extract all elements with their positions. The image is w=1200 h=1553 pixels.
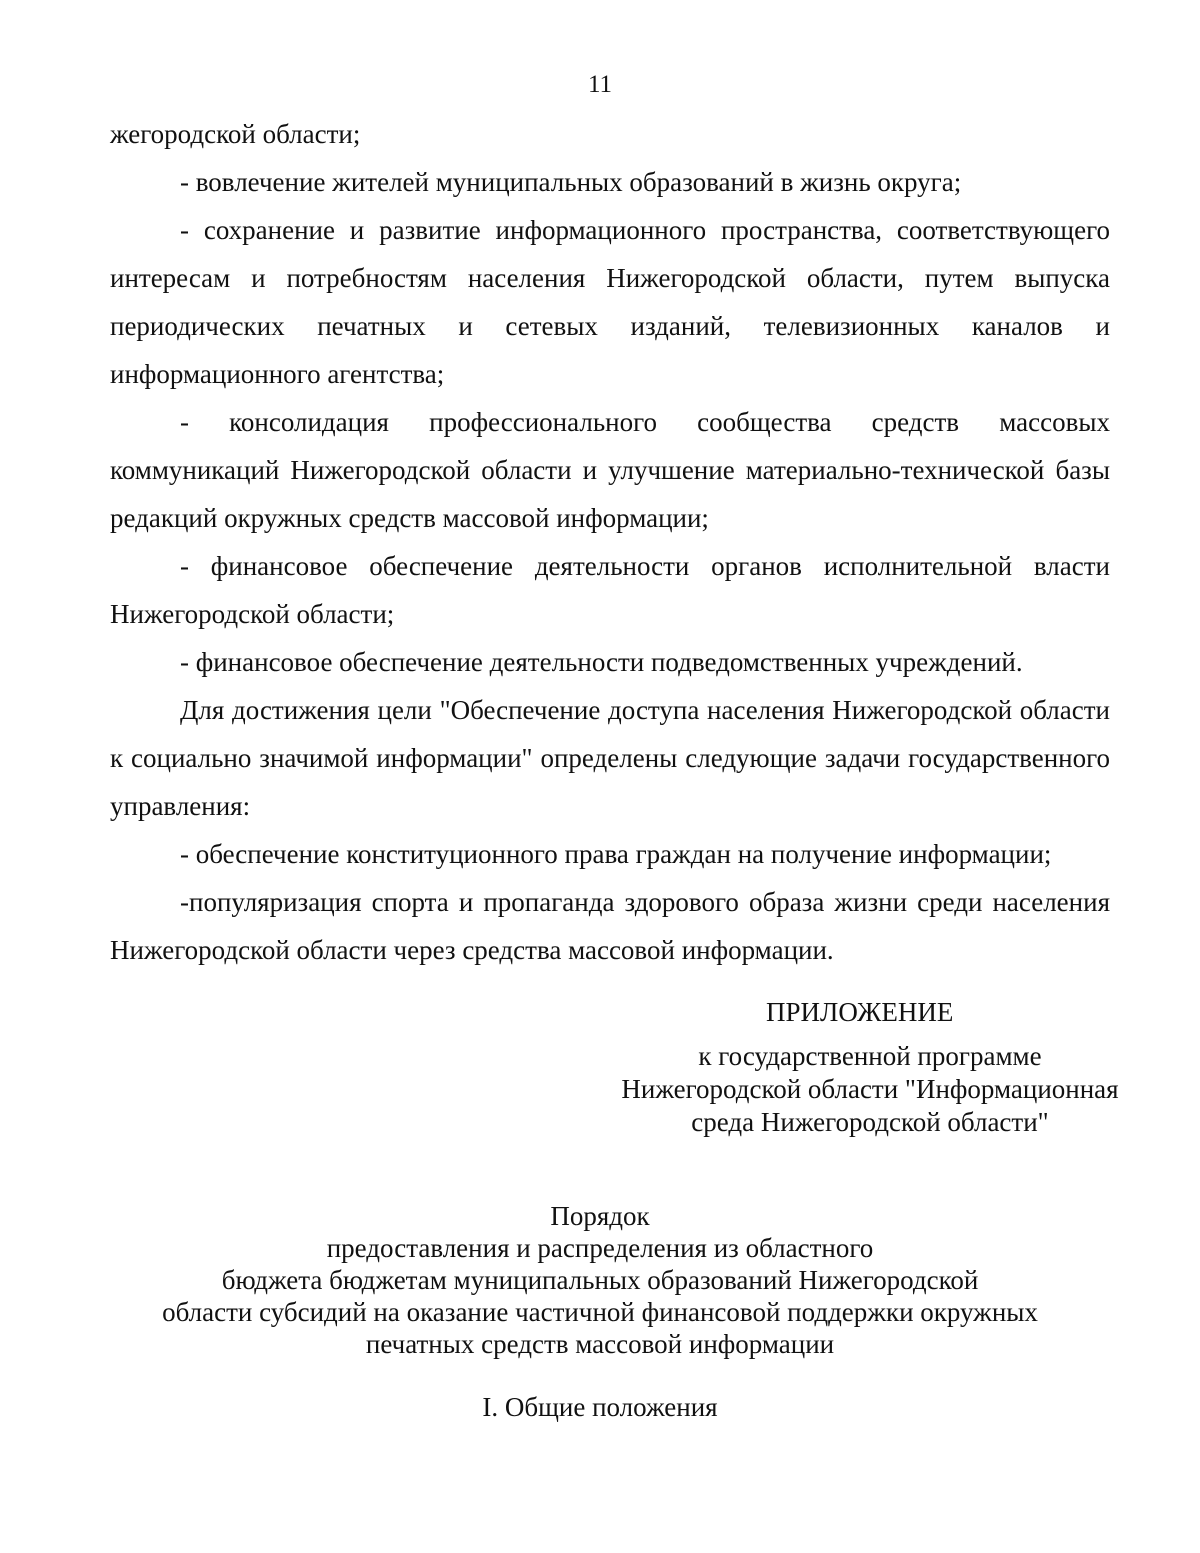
- order-heading: Порядок: [550, 1201, 650, 1231]
- appendix-line: среда Нижегородской области": [691, 1107, 1049, 1137]
- paragraph-item: - финансовое обеспечение деятельности подведомственных учреждений.: [180, 647, 1023, 677]
- order-title-line: бюджета бюджетам муниципальных образований Нижегородской: [221, 1265, 979, 1295]
- paragraph-item: - финансовое обеспечение деятельности органов исполнительной власти Нижегородской области;: [110, 551, 1110, 629]
- paragraph-item: - консолидация профессионального сообщества средств массовых коммуникаций Нижегородской области и улучшение материально-технической базы редакций окружных средств массовой информации;: [110, 407, 1110, 533]
- paragraph-item: - обеспечение конституционного права граждан на получение информации;: [180, 839, 1052, 869]
- paragraph-continued: жегородской области;: [110, 119, 361, 149]
- paragraph-item: - вовлечение жителей муниципальных образований в жизнь округа;: [180, 167, 962, 197]
- body-text: [110, 110, 1110, 974]
- section-title: I. Общие положения: [482, 1392, 718, 1422]
- paragraph-goal: Для достижения цели "Обеспечение доступа населения Нижегородской области к социально значимой информации" определены следующие задачи государственного управления:: [110, 695, 1110, 821]
- appendix-line: к государственной программе: [698, 1041, 1042, 1071]
- appendix-title: ПРИЛОЖЕНИЕ: [766, 997, 954, 1027]
- paragraph-item: -популяризация спорта и пропаганда здорового образа жизни среди населения Нижегородской области через средства массовой информации.: [110, 887, 1110, 965]
- order-title-line: печатных средств массовой информации: [365, 1329, 835, 1359]
- appendix-line: Нижегородской области "Информационная: [621, 1074, 1119, 1104]
- paragraph-item: - сохранение и развитие информационного пространства, соответствующего интересам и потребностям населения Нижегородской области, путем выпуска периодических печатных и сетевых изданий, телевизионных каналов и информационного агентства;: [110, 215, 1110, 389]
- order-title-line: предоставления и распределения из областного: [326, 1233, 874, 1263]
- order-title-line: области субсидий на оказание частичной финансовой поддержки окружных: [162, 1297, 1038, 1327]
- order-title-block: [0, 1200, 1200, 1360]
- page-number: 11: [587, 71, 613, 98]
- appendix-block: [560, 994, 1180, 1139]
